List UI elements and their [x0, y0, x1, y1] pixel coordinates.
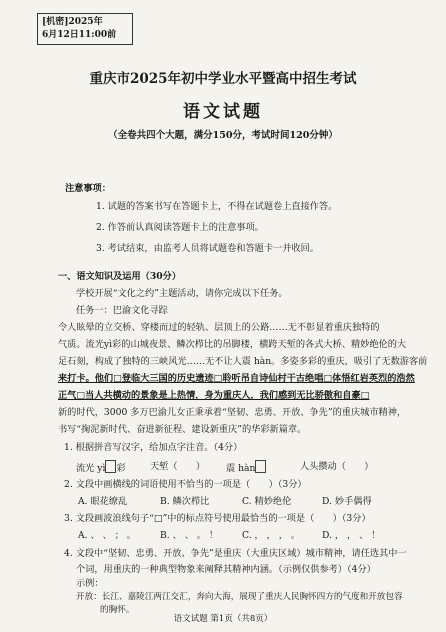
question-1: 1. 根据拼音写汉字，给加点字注音。（4分） — [64, 442, 243, 453]
q3-option: C. ， ， ， 。 — [242, 530, 301, 541]
exam-title: 重庆市2025年初中学业水平暨高中招生考试 — [89, 71, 357, 87]
passage-line: 令人眩晕的立交桥、穿楼而过的轻轨、层顶上的公路……无不彰显着重庆独特的 — [58, 322, 380, 333]
subject-title: 语文试题 — [183, 102, 263, 122]
q1-item-3 — [226, 460, 266, 476]
q1-item-1 — [76, 460, 126, 476]
q3-option: A. 、 、 ； 。 — [78, 530, 136, 541]
question-4-line1: 4. 文段中“坚韧、忠勇、开放、争先”是重庆（大重庆区域）城市精神，请任选其中一 — [64, 548, 407, 559]
question-2: 2. 文段中画横线的词语使用不恰当的一项是（ ）（3分） — [64, 479, 307, 490]
passage-line: 气质。流光yì彩的山城夜景、鳞次栉比的吊脚楼，横跨天堑的各式大桥、精妙绝伦的大 — [58, 339, 407, 350]
passage-line: 新的时代，3000 多万巴渝儿女正秉承着“坚韧、忠勇、开放、争先”的重庆城市精神， — [58, 407, 407, 418]
secret-line2: 6月12日11:00前 — [42, 30, 117, 40]
note-item: 1. 试题的答案书写在答题卡上，不得在试题卷上直接作答。 — [96, 201, 338, 212]
passage-line-wavy: 来打卡。他们□登临大三国的历史遗迹□聆听吊自诗仙村干古绝唱□体悟红岩英烈的浩然 — [58, 373, 415, 384]
answer-box — [255, 460, 266, 473]
notes-heading: 注意事项： — [65, 183, 111, 194]
q2-option: A. 眼花缭乱 — [78, 496, 128, 507]
note-item: 2. 作答前认真阅读答题卡上的注意事项。 — [96, 222, 264, 233]
page-footer: 语文试题 第1页（共8页） — [173, 614, 273, 624]
passage-line: 书写“掬泥新时代、奋进新征程、建设新重庆”的华彩新篇章。 — [58, 424, 307, 435]
passage-line: 足石刻，构成了独特的三峡风光……无不让人震 hàn。多姿多彩的重庆，吸引了无数游客前 — [58, 356, 428, 367]
q1-item-4: 人头攒动（ ） — [300, 461, 374, 472]
example-text-line1: 开放：长江、嘉陵江两江交汇，奔向大海，展现了重庆人民胸怀四方的气度和开放包容 — [76, 592, 403, 602]
q2-option: B. 鳞次栉比 — [160, 496, 210, 507]
answer-box — [105, 460, 116, 473]
secret-label — [37, 13, 133, 45]
q1-char: 彩 — [116, 463, 126, 474]
question-4-line2: 个词，用重庆的一种典型物象来阐释其精神内涵。（示例仅供参考）（4分） — [76, 564, 376, 575]
q1-pinyin: 流光 yì — [76, 463, 106, 474]
example-text-line2: 的胸怀。 — [100, 605, 135, 615]
passage-line-wavy: 正气□当人共横动的景象是上热情，身为重庆人，我们感到无比骄傲和自豪□ — [58, 390, 370, 401]
note-item: 3. 考试结束，由监考人员将试题卷和答题卡一并收回。 — [96, 243, 319, 254]
secret-line1: [机密]2025年 — [42, 17, 103, 27]
example-label: 示例： — [76, 578, 104, 589]
q2-option: C. 精妙绝伦 — [242, 496, 292, 507]
q3-option: B. 、 、 。 ！ — [160, 530, 219, 541]
q2-option: D. 妙手偶得 — [322, 496, 372, 507]
question-3: 3. 文段画波浪线句子“□”中的标点符号使用最恰当的一项是（ ）（3分） — [64, 513, 371, 524]
exam-subtitle: （全卷共四个大题，满分150分，考试时间120分钟） — [108, 130, 338, 141]
task-heading: 任务一：巴渝文化寻踪 — [76, 305, 168, 316]
q3-option: D. ， ， 、 ！ — [322, 530, 381, 541]
q1-item-2: 天堑（ ） — [150, 461, 206, 472]
q1-pinyin: 震 hàn — [226, 463, 256, 474]
section-intro: 学校开展“文化之约”主题活动，请你完成以下任务。 — [76, 288, 288, 299]
section-heading: 一、语文知识及运用（30分） — [58, 271, 182, 282]
